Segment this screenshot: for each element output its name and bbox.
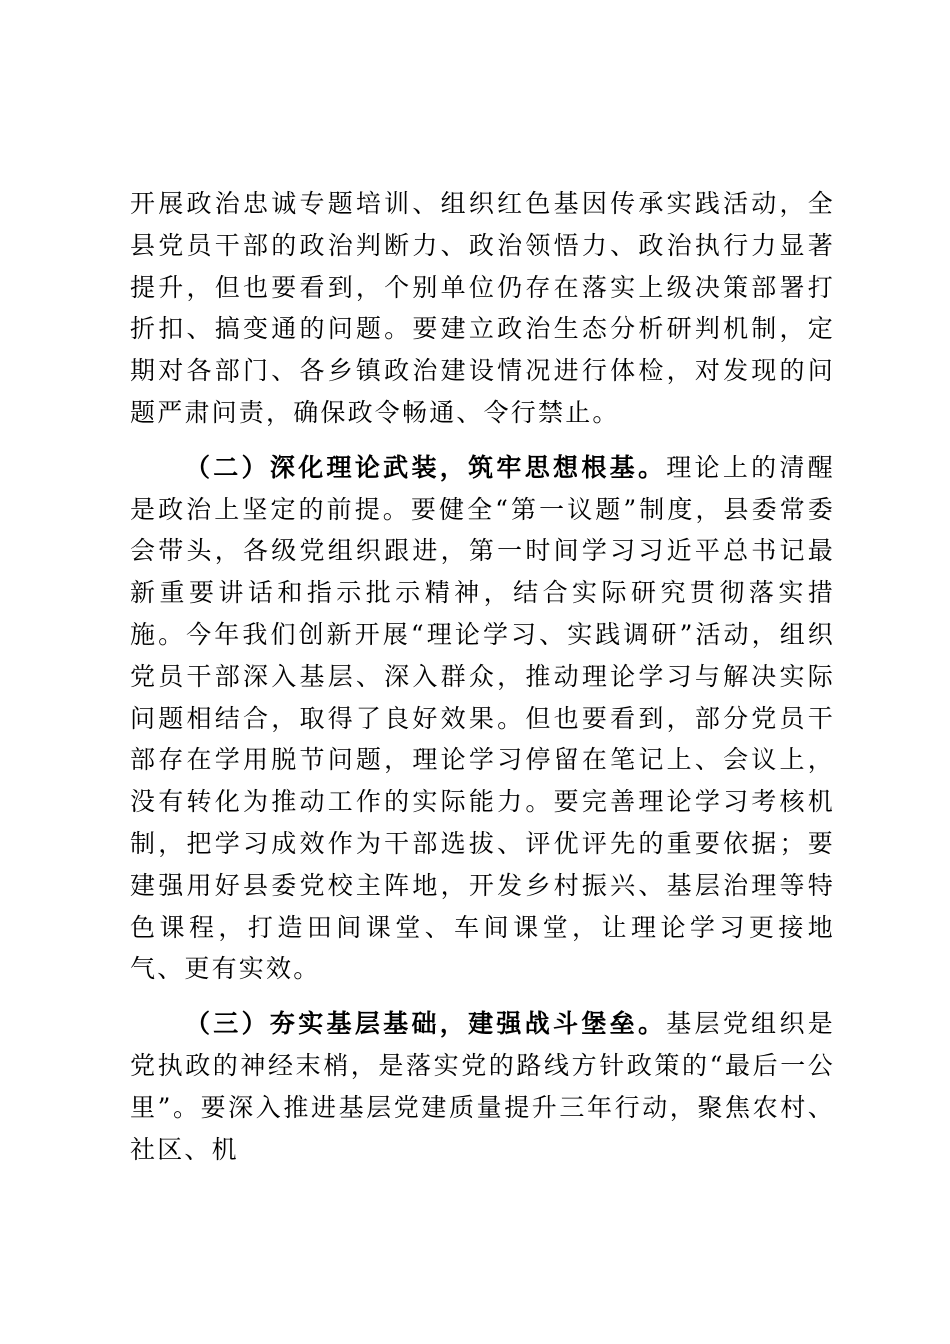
section-heading-3: （三）夯实基层基础，建强战斗堡垒。	[185, 1009, 667, 1039]
paragraph-3-text: 基层党组织是党执政的神经末梢，是落实党的路线方针政策的“最后一公里”。要深入推进基层党建质量提升三年行动，聚焦农村、社区、机	[130, 1009, 835, 1164]
paragraph-2-text: 理论上的清醒是政治上坚定的前提。要健全“第一议题”制度，县委常委会带头，各级党组织跟进，第一时间学习习近平总书记最新重要讲话和指示批示精神，结合实际研究贯彻落实措施。今年我们创新开展“理论学习、实践调研”活动，组织党员干部深入基层、深入群众，推动理论学习与解决实际问题相结合，取得了良好效果。但也要看到，部分党员干部存在学用脱节问题，理论学习停留在笔记上、会议上，没有转化为推动工作的实际能力。要完善理论学习考核机制，把学习成效作为干部选拔、评优评先的重要依据；要建强用好县委党校主阵地，开发乡村振兴、基层治理等特色课程，打造田间课堂、车间课堂，让理论学习更接地气、更有实效。	[130, 452, 835, 984]
paragraph-1	[130, 183, 835, 434]
document-body	[130, 183, 835, 1170]
paragraph-3	[130, 1003, 835, 1170]
section-heading-2: （二）深化理论武装，筑牢思想根基。	[185, 452, 667, 482]
paragraph-1-text: 开展政治忠诚专题培训、组织红色基因传承实践活动，全县党员干部的政治判断力、政治领悟力、政治执行力显著提升，但也要看到，个别单位仍存在落实上级决策部署打折扣、搞变通的问题。要建立政治生态分析研判机制，定期对各部门、各乡镇政治建设情况进行体检，对发现的问题严肃问责，确保政令畅通、令行禁止。	[130, 189, 835, 427]
paragraph-2	[130, 447, 835, 990]
